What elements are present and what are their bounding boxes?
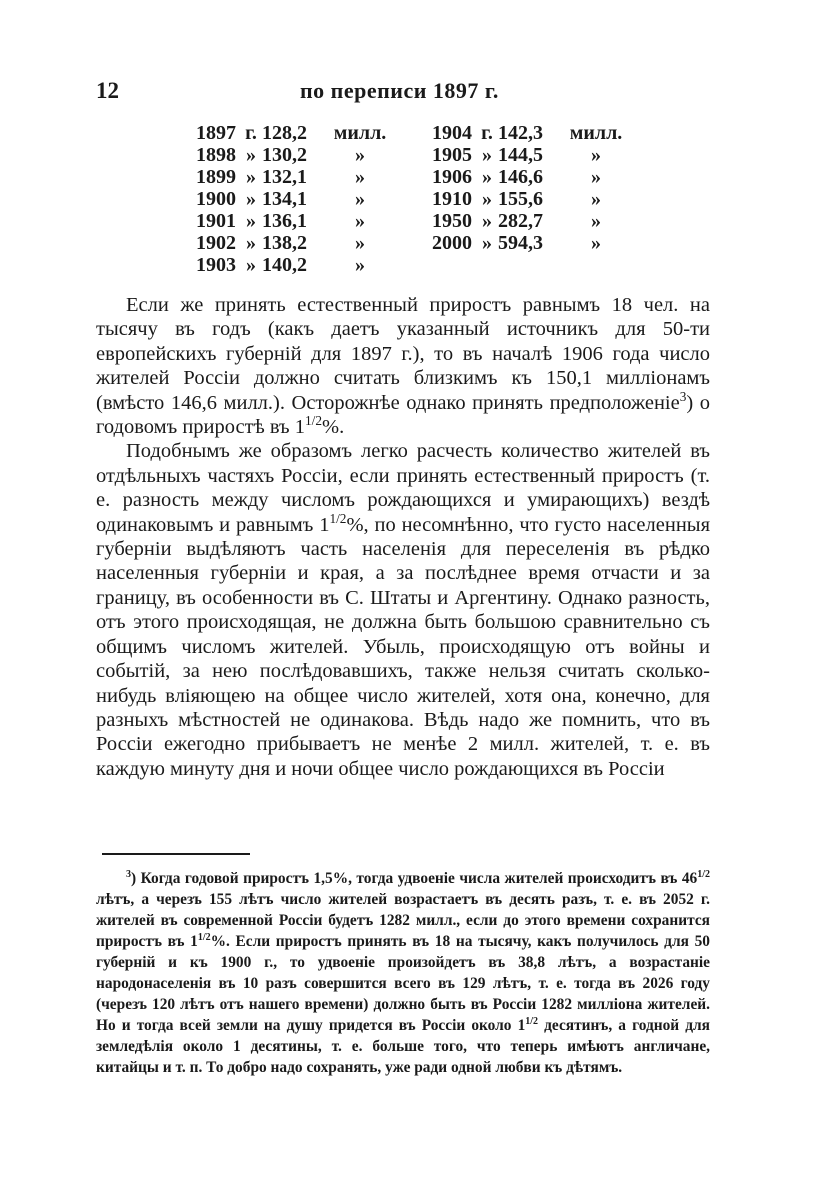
marker-cell: » — [246, 166, 256, 188]
table-row — [196, 144, 390, 166]
unit-cell: » — [355, 232, 365, 254]
value-cell: 128,2 — [262, 122, 307, 144]
year-cell: 1899 — [196, 166, 236, 188]
footnote-text-b: лѣтъ, а черезъ 155 лѣтъ число жителей возрастаетъ въ десять разъ, т. е. въ 2052 г. жителей въ современной Россіи будетъ 1282 милл., если до этого времени сохранится приростъ въ 1 — [96, 891, 710, 950]
unit-cell: » — [591, 232, 601, 254]
marker-cell: » — [482, 166, 492, 188]
paragraph-2-text-b: %, по несомнѣнно, что густо населенныя губерніи выдѣляютъ часть населенія для переселенія въ рѣдко населенныя губерніи и края, а за послѣднее время отчасти и за границу, въ особенности въ С. Штаты и Аргентину. Однако разность, отъ этого происходящая, не должна быть большою сравнительно съ общимъ числомъ жителей. Убыль, происходящую отъ войны и событій, за нею послѣдовавшихъ, также нельзя считать сколько-нибудь вліяющею на общее число жителей, хотя она, конечно, для разныхъ мѣстностей не одинакова. Вѣдь надо же помнить, что въ Россіи ежегодно прибываетъ не менѣе 2 милл. жителей, т. е. въ каждую минуту дня и ночи общее число рождающихся въ Россіи — [96, 513, 711, 780]
table-row — [196, 122, 390, 144]
year-cell: 1897 — [196, 122, 236, 144]
unit-cell: » — [591, 188, 601, 210]
paragraph-2-text-a: Подобнымъ же образомъ легко расчесть количество жителей въ отдѣльныхъ частяхъ Россіи, если принять естественный приростъ (т. е. разность между числомъ рождающихся и умирающихъ) вездѣ одинаковымъ и равнымъ 1 — [96, 440, 710, 536]
value-cell: 142,3 — [498, 122, 543, 144]
marker-cell: » — [246, 254, 256, 276]
marker-cell: » — [482, 144, 492, 166]
year-cell: 1906 — [432, 166, 472, 188]
unit-cell: милл. — [333, 122, 387, 144]
page-number: 12 — [96, 78, 119, 103]
marker-cell: » — [246, 210, 256, 232]
body-text — [96, 293, 710, 781]
year-cell: 1901 — [196, 210, 236, 232]
value-cell: 140,2 — [262, 254, 307, 276]
table-row — [196, 188, 390, 210]
footnote-divider — [102, 853, 250, 855]
marker-cell: » — [482, 232, 492, 254]
marker-cell: г. — [481, 122, 493, 144]
paragraph-1-text-c: %. — [322, 416, 345, 439]
population-table-left — [196, 122, 390, 276]
value-cell: 130,2 — [262, 144, 307, 166]
footnote-text-a: ) Когда годовой приростъ 1,5%, тогда удвоеніе числа жителей происходитъ въ 46 — [131, 870, 698, 887]
fraction: 1/2 — [305, 413, 323, 429]
unit-cell: » — [355, 144, 365, 166]
table-row — [196, 232, 390, 254]
value-cell: 136,1 — [262, 210, 307, 232]
paragraph-1 — [96, 293, 710, 439]
marker-cell: » — [246, 232, 256, 254]
value-cell: 155,6 — [498, 188, 543, 210]
unit-cell: » — [355, 166, 365, 188]
footnote-text-d: десятинъ, а годной для земледѣлія около 1 десятины, т. е. больше того, что теперь имѣютъ англичане, китайцы и т. п. То добро надо сохранять, уже ради одной любви къ дѣтямъ. — [96, 1017, 710, 1076]
value-cell: 134,1 — [262, 188, 307, 210]
year-cell: 1903 — [196, 254, 236, 276]
year-cell: 1950 — [432, 210, 472, 232]
fraction: 1/2 — [525, 1015, 539, 1027]
year-cell: 2000 — [432, 232, 472, 254]
table-row — [196, 166, 390, 188]
table-row — [196, 210, 390, 232]
footnote-mark: 3 — [126, 868, 131, 880]
year-cell: 1900 — [196, 188, 236, 210]
fraction: 1/2 — [697, 868, 710, 880]
value-cell: 282,7 — [498, 210, 543, 232]
paragraph-1-text-b: ) о годовомъ приростѣ въ 1 — [96, 391, 711, 439]
value-cell: 138,2 — [262, 232, 307, 254]
year-cell: 1904 — [432, 122, 472, 144]
year-cell: 1905 — [432, 144, 472, 166]
paragraph-1-text-a: Если же принять естественный приростъ равнымъ 18 чел. на тысячу въ годъ (какъ даетъ указанный источникъ для 50-ти европейскихъ губерній для 1897 г.), то въ началѣ 1906 года число жителей Россіи должно считать близкимъ къ 150,1 милліонамъ (вмѣсто 146,6 милл.). Осторожнѣе однако принять предположеніе — [96, 294, 710, 414]
value-cell: 594,3 — [498, 232, 543, 254]
population-table-right — [432, 122, 626, 254]
year-cell: 1898 — [196, 144, 236, 166]
footnote — [96, 868, 710, 1078]
unit-cell: » — [591, 210, 601, 232]
table-row — [196, 254, 390, 276]
marker-cell: » — [482, 210, 492, 232]
table-row — [432, 210, 626, 232]
fraction: 1/2 — [197, 931, 211, 943]
marker-cell: » — [482, 188, 492, 210]
table-row — [432, 144, 626, 166]
value-cell: 146,6 — [498, 166, 543, 188]
unit-cell: » — [355, 254, 365, 276]
table-row — [432, 166, 626, 188]
unit-cell: » — [355, 188, 365, 210]
year-cell: 1902 — [196, 232, 236, 254]
value-cell: 132,1 — [262, 166, 307, 188]
year-cell: 1910 — [432, 188, 472, 210]
value-cell: 144,5 — [498, 144, 543, 166]
table-row — [432, 232, 626, 254]
table-row — [432, 188, 626, 210]
unit-cell: » — [591, 166, 601, 188]
marker-cell: » — [246, 188, 256, 210]
running-title: по переписи 1897 г. — [300, 78, 499, 103]
unit-cell: » — [591, 144, 601, 166]
table-row — [432, 122, 626, 144]
unit-cell: милл. — [569, 122, 623, 144]
marker-cell: г. — [245, 122, 257, 144]
fraction: 1/2 — [329, 510, 347, 526]
marker-cell: » — [246, 144, 256, 166]
unit-cell: » — [355, 210, 365, 232]
footnote-text-c: %. Если приростъ принять въ 18 на тысячу, какъ получилось для 50 губерній и къ 1900 г., то удвоеніе произойдетъ въ 38,8 лѣтъ, а возрастаніе народонаселенія въ 10 разъ совершится всего въ 129 лѣтъ, т. е. тогда въ 2026 году (черезъ 120 лѣтъ отъ нашего времени) должно быть въ Россіи 1282 милліона жителей. Но и тогда всей земли на душу придется въ Россіи около 1 — [96, 933, 710, 1034]
footnote-ref: 3 — [679, 388, 687, 404]
paragraph-2 — [96, 439, 710, 781]
